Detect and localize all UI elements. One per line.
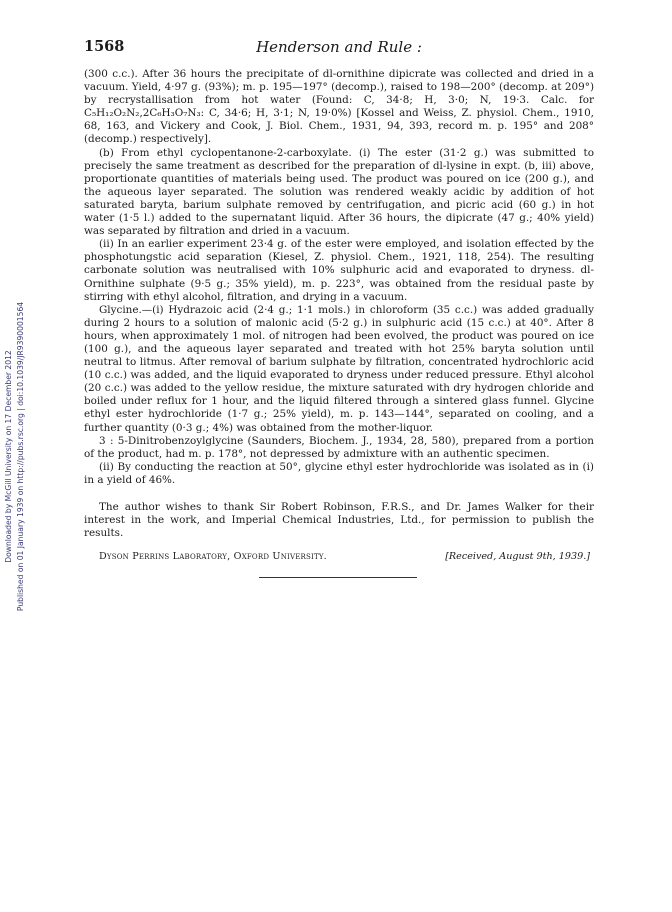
running-title: Henderson and Rule : <box>256 38 422 56</box>
paragraph-dinitrobenzoylglycine: 3 : 5-Dinitrobenzoylglycine (Saunders, Biochem. J., 1934, 28, 580), prepared from a portion of the product, had m. p. 178°, not depressed by admixture with an authentic specimen. <box>84 434 594 460</box>
article-body <box>84 68 594 563</box>
page-header <box>84 38 594 58</box>
paragraph-glycine: Glycine.—(i) Hydrazoic acid (2·4 g.; 1·1 mols.) in chloroform (35 c.c.) was added gradually during 2 hours to a solution of malonic acid (5·2 g.) in sulphuric acid (15 c.c.) at 40°. After 8 hours, when approximately 1 mol. of nitrogen had been evolved, the product was poured on ice (100 g.), and the aqueous layer separated and treated with hot 25% baryta solution until neutral to litmus. After removal of barium sulphate by filtration, concentrated hydrochloric acid (10 c.c.) was added, and the liquid evaporated to dryness under reduced pressure. Ethyl alcohol (20 c.c.) was added to the yellow residue, the mixture saturated with dry hydrogen chloride and boiled under reflux for 1 hour, and the liquid filtered through a sintered glass funnel. Glycine ethyl ester hydrochloride (1·7 g.; 25% yield), m. p. 143—144°, separated on cooling, and a further quantity (0·3 g.; 4%) was obtained from the mother-liquor. <box>84 303 594 434</box>
paragraph-reaction-50: (ii) By conducting the reaction at 50°, glycine ethyl ester hydrochloride was isolated as in (i) in a yield of 46%. <box>84 460 594 486</box>
paragraph-from-ethyl-ester: (b) From ethyl cyclopentanone-2-carboxylate. (i) The ester (31·2 g.) was submitted to precisely the same treatment as described for the preparation of dl-lysine in expt. (b, iii) above, proportionate quantities of materials being used. The product was poured on ice (200 g.), and the aqueous layer separated. The solution was rendered weakly acidic by addition of hot saturated baryta, barium sulphate removed by centrifugation, and picric acid (60 g.) in hot water (1·5 l.) added to the supernatant liquid. After 36 hours, the dipicrate (47 g.; 40% yield) was separated by filtration and dried in a vacuum. <box>84 146 594 238</box>
download-notice-text: Downloaded by McGill University on 17 December 2012 <box>3 349 13 563</box>
article-footer <box>84 550 594 563</box>
paragraph-earlier-experiment: (ii) In an earlier experiment 23·4 g. of the ester were employed, and isolation effected by the phosphotungstic acid separation (Kiesel, Z. physiol. Chem., 1921, 118, 254). The resulting carbonate solution was neutralised with 10% sulphuric acid and evaporated to dryness. dl-Ornithine sulphate (9·5 g.; 35% yield), m. p. 223°, was obtained from the residual paste by stirring with ethyl alcohol, filtration, and drying in a vacuum. <box>84 238 594 303</box>
publication-notice[interactable] <box>13 0 29 912</box>
acknowledgement: The author wishes to thank Sir Robert Robinson, F.R.S., and Dr. James Walker for their interest in the work, and Imperial Chemical Industries, Ltd., for permission to publish the results. <box>84 501 594 540</box>
spacer <box>84 487 594 501</box>
received-date: [Received, August 9th, 1939.] <box>445 551 590 563</box>
end-rule <box>259 577 417 578</box>
paragraph-ornithine-dipicrate: (300 c.c.). After 36 hours the precipitate of dl-ornithine dipicrate was collected and dried in a vacuum. Yield, 4·97 g. (93%); m. p. 195—197° (decomp.), raised to 198—200° (decomp. at 209°) by recrystallisation from hot water (Found: C, 34·8; H, 3·0; N, 19·3. Calc. for C₅H₁₂O₂N₂,2C₆H₃O₇N₃: C, 34·6; H, 3·1; N, 19·0%) [Kossel and Weiss, Z. physiol. Chem., 1910, 68, 163, and Vickery and Cook, J. Biol. Chem., 1931, 94, 393, record m. p. 195° and 208° (decomp.) respectively]. <box>84 68 594 146</box>
publication-notice-text[interactable]: Published on 01 January 1939 on http://pubs.rsc.org | doi:10.1039/JR9390001564 <box>16 301 26 611</box>
affiliation: Dyson Perrins Laboratory, Oxford University. <box>99 551 327 563</box>
page-number: 1568 <box>84 38 125 55</box>
